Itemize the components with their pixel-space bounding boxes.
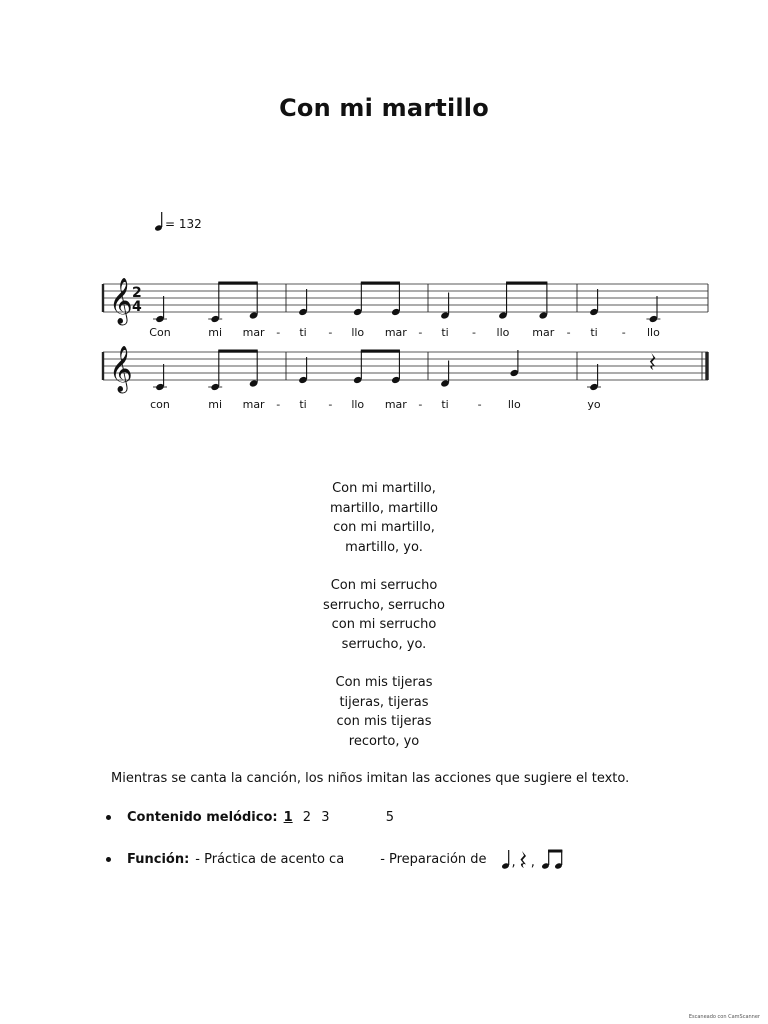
instructions-text: Mientras se canta la canción, los niños imitan las acciones que sugiere el texto. (111, 771, 630, 786)
note-beam (361, 282, 400, 285)
melodic-notes (284, 810, 400, 825)
melodic-content-label: Contenido melódico: (127, 810, 278, 825)
lyric-syllable: mar (242, 398, 265, 411)
lyric-hyphen: - (477, 398, 482, 411)
lyric-hyphen: - (276, 326, 281, 339)
quarter-rest-icon (519, 848, 528, 870)
lyric-line: Con mis tijeras (335, 675, 433, 690)
lyric-syllable: mar (384, 398, 407, 411)
lyric-hyphen: - (328, 398, 333, 411)
lyric-syllable: con (150, 398, 170, 411)
rest-icon (650, 353, 656, 370)
melodic-note: 5 (385, 810, 395, 825)
tempo-value: = 132 (165, 217, 202, 231)
stanza (0, 576, 768, 654)
lyric-syllable: Con (149, 326, 171, 339)
lyric-syllable: llo (351, 398, 365, 411)
staff-system-1 (100, 268, 720, 328)
lyric-syllable: ti (590, 326, 598, 339)
staff-1-svg (100, 268, 720, 328)
time-signature-bottom: 4 (132, 299, 142, 315)
lyric-line: con mi serrucho (331, 617, 437, 632)
bullet-dot (106, 857, 111, 862)
scanner-watermark: Escaneado con CamScanner (688, 1014, 760, 1020)
rhythm-figures (501, 848, 565, 870)
lyric-syllable: mar (532, 326, 555, 339)
treble-clef-icon: 𝄞 (109, 346, 133, 392)
lyric-hyphen: - (621, 326, 626, 339)
treble-clef-icon: 𝄞 (109, 278, 133, 324)
lyric-hyphen: - (418, 398, 423, 411)
lyric-syllable: ti (441, 326, 449, 339)
lyric-syllable: mi (208, 326, 223, 339)
function-label: Función: (127, 851, 190, 867)
lyric-line: serrucho, yo. (341, 636, 427, 652)
melodic-content-bullet (106, 810, 400, 825)
rhythm-separator: , (511, 855, 516, 870)
lyric-syllable: mar (384, 326, 407, 339)
lyric-line: con mi martillo, (333, 520, 435, 535)
staff-system-2 (100, 336, 720, 396)
lyric-syllable: llo (496, 326, 510, 339)
stanza (0, 479, 768, 557)
lyric-line: martillo, yo. (345, 539, 423, 555)
lyric-syllable: ti (441, 398, 449, 411)
quarter-note-icon (154, 210, 164, 232)
lyric-hyphen: - (418, 326, 423, 339)
lyric-line: con mis tijeras (336, 714, 432, 729)
note-beam (218, 282, 257, 285)
time-signature-top: 2 (132, 285, 142, 301)
stanza (0, 673, 768, 751)
note-beam (361, 350, 400, 353)
lyric-syllable: yo (587, 398, 601, 411)
lyric-syllable: mar (242, 326, 265, 339)
melodic-note: 3 (321, 810, 330, 825)
lyric-syllable: ti (299, 326, 307, 339)
lyric-hyphen: - (566, 326, 571, 339)
lyric-syllable: mi (208, 398, 223, 411)
rhythm-separator: , (530, 855, 535, 870)
lyric-hyphen: - (276, 398, 281, 411)
quarter-note-icon (501, 848, 511, 870)
staff-2-svg (100, 336, 720, 396)
lyrics-row-2 (100, 398, 720, 414)
note-beam (218, 350, 257, 353)
song-lyrics (0, 479, 768, 770)
lyric-line: Con mi serrucho (330, 578, 438, 593)
eighth-note-pair-icon (541, 848, 565, 870)
bullet-dot (106, 815, 111, 820)
lyric-line: serrucho, serrucho (323, 597, 445, 613)
lyric-syllable: llo (351, 326, 365, 339)
tonic-note: 1 (283, 810, 293, 825)
lyric-line: tijeras, tijeras (339, 694, 429, 710)
melodic-note: 2 (302, 810, 312, 825)
function-text-preparation: - Preparación de (380, 851, 487, 867)
note-beam (506, 282, 547, 285)
lyric-hyphen: - (471, 326, 476, 339)
lyric-syllable: llo (646, 326, 660, 339)
lyric-syllable: ti (299, 398, 307, 411)
lyric-line: recorto, yo (348, 733, 420, 749)
page-title: Con mi martillo (279, 94, 489, 122)
function-text-accent: - Práctica de acento ca (195, 851, 345, 867)
lyric-line: martillo, martillo (330, 500, 438, 516)
function-bullet (106, 848, 565, 870)
lyric-line: Con mi martillo, (332, 481, 436, 496)
lyric-syllable: llo (507, 398, 521, 411)
tempo-marking (154, 206, 202, 232)
lyric-hyphen: - (328, 326, 333, 339)
